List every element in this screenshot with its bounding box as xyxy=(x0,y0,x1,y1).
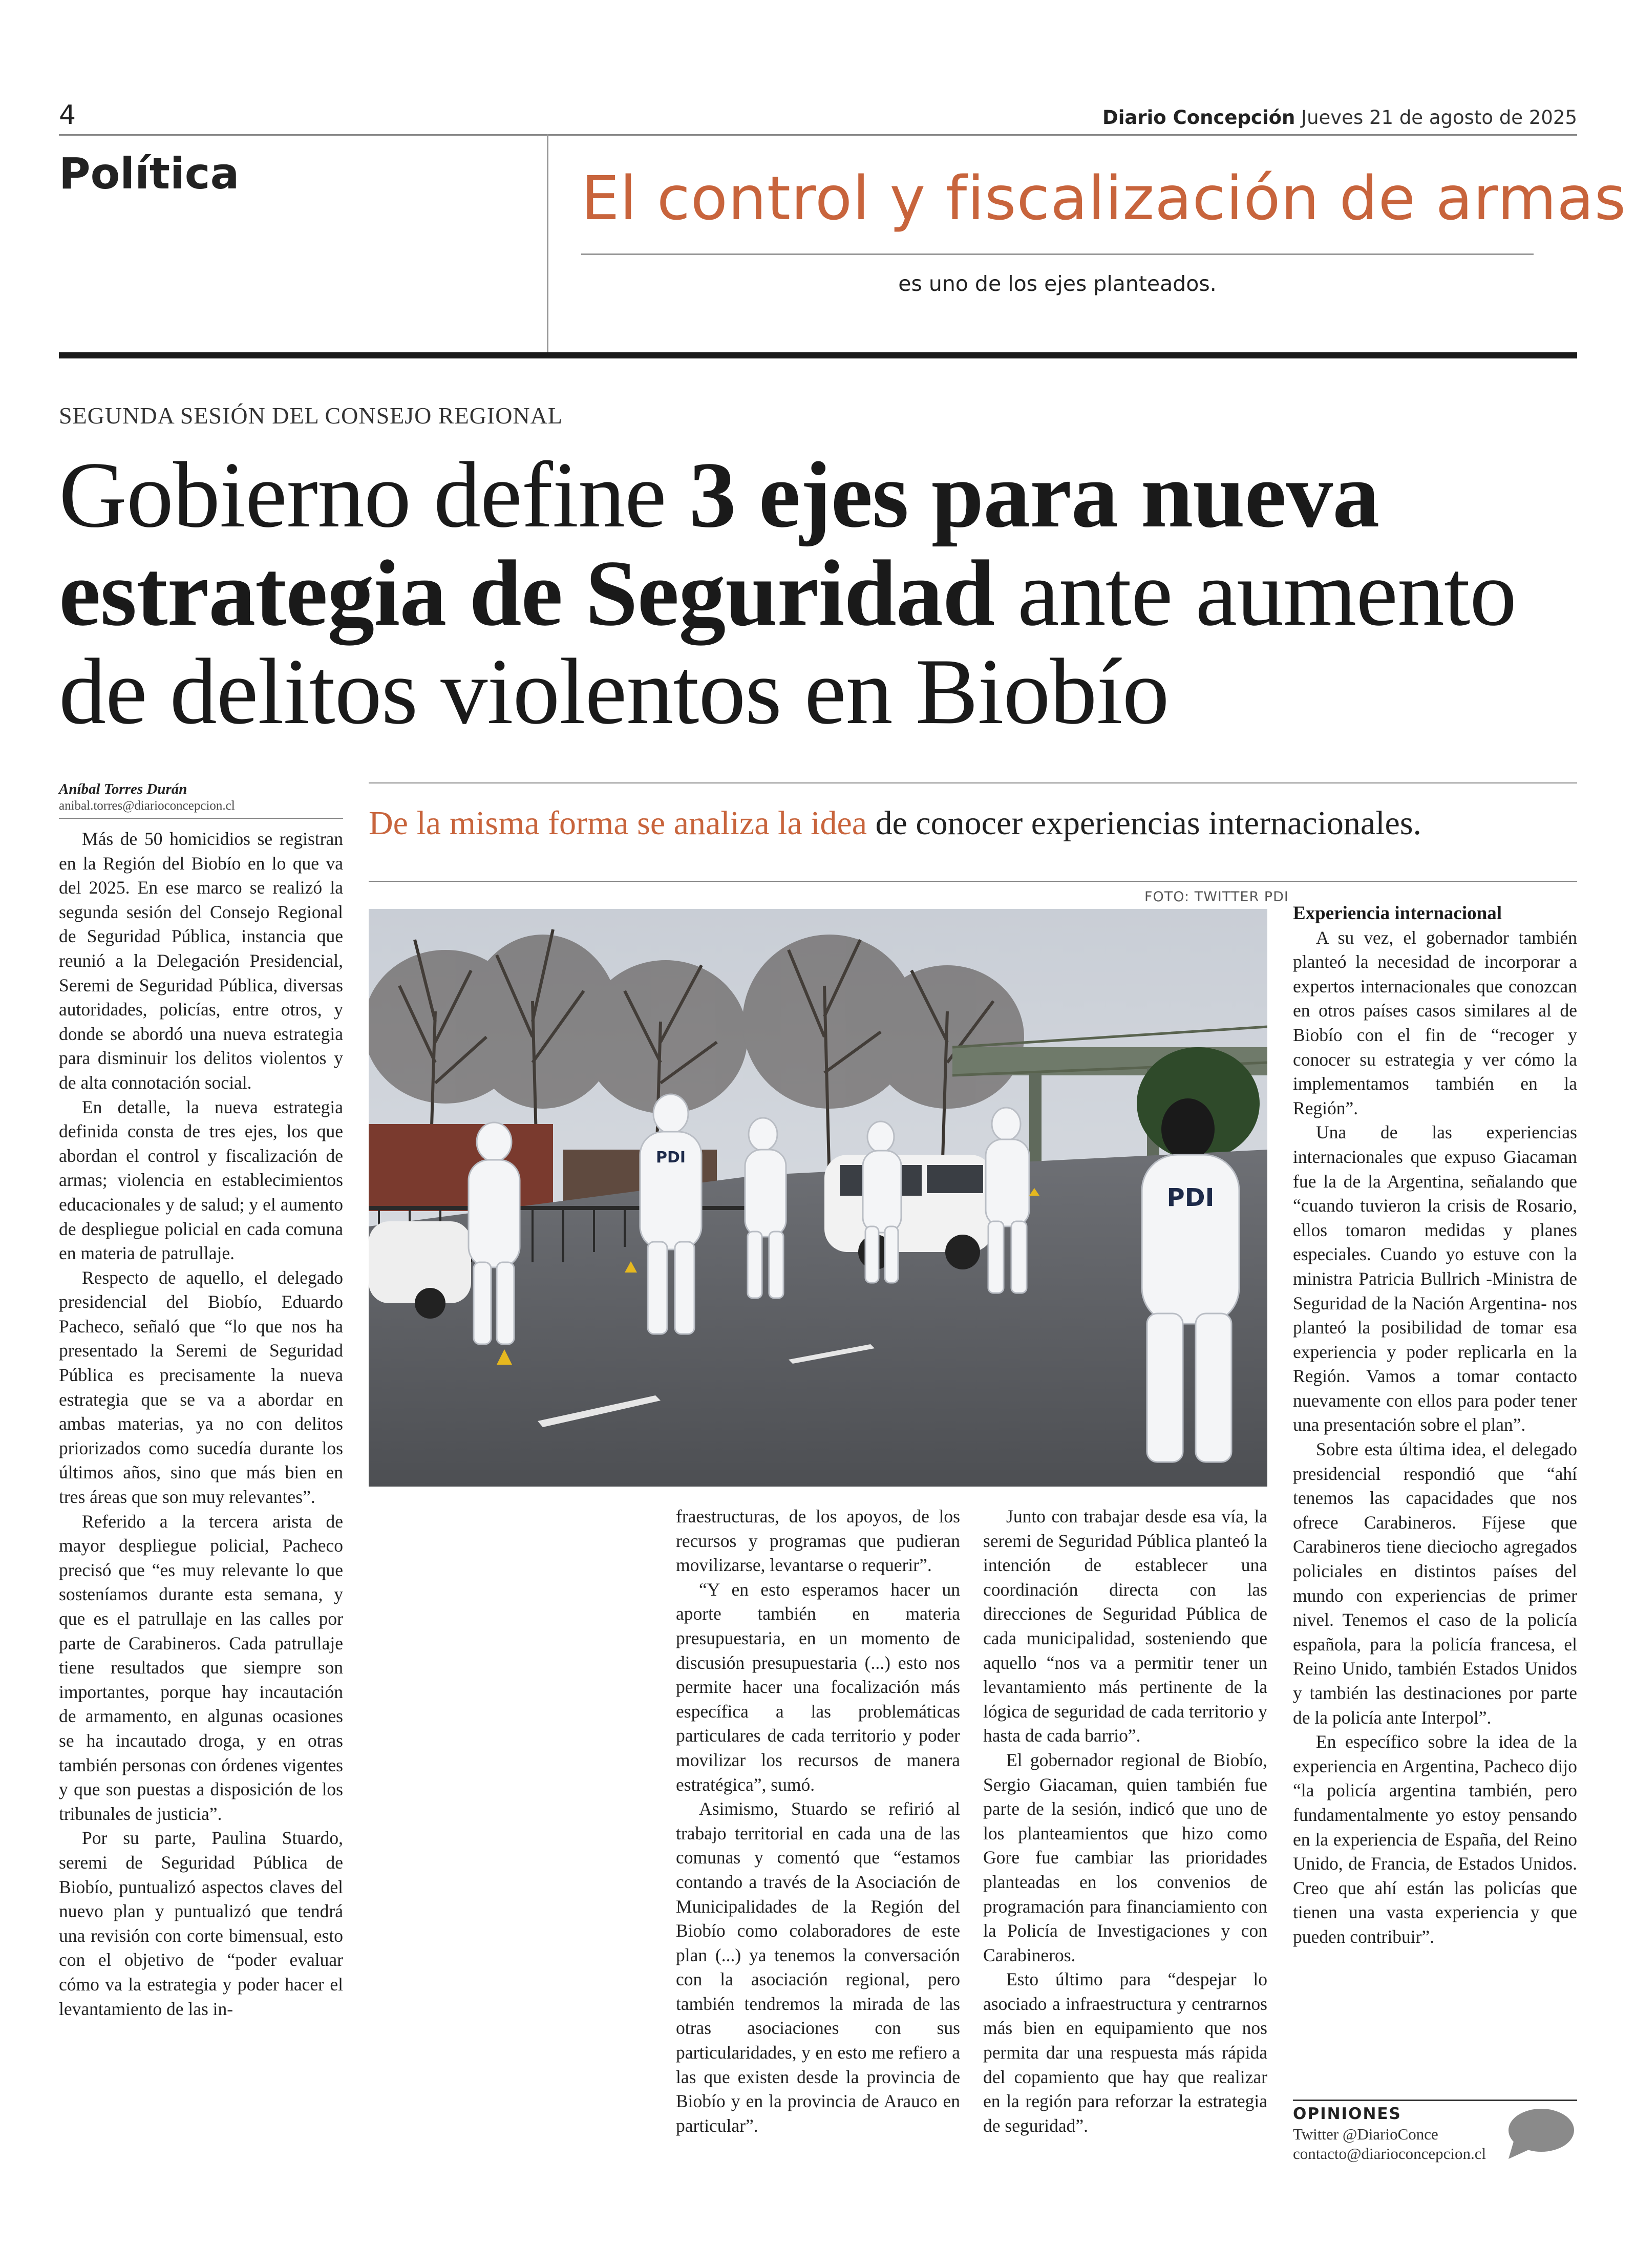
house xyxy=(369,1124,553,1211)
paragraph: Referido a la tercera arista de mayor despliegue policial, Pacheco precisó que “es muy relevante lo que sosteníamos durante esta semana, y que es el patrullaje en las calles por parte de Carabineros. Cada patrullaje tiene resultados que siempre son importantes, porque hay incautación de armamento, en algunas ocasiones se ha incautado droga, y en otras también personas con órdenes vigentes y que son puestas a disposición de los tribunales de justicia”. xyxy=(59,1511,343,1824)
body-column-3 xyxy=(983,1504,1267,2138)
paragraph: Por su parte, Paulina Stuardo, seremi de Seguridad Pública de Biobío, puntualizó aspectos claves del nuevo plan y puntualizó que tendrá una revisión con corte bimensual, esto con el objetivo de “poder evaluar cómo va la estrategia y poder hacer el levantamiento de las in- xyxy=(59,1828,343,2019)
news-photo xyxy=(369,909,1267,1487)
page-number: 4 xyxy=(59,100,76,131)
paragraph: Respecto de aquello, el delegado presidencial del Biobío, Eduardo Pacheco, señaló que “lo que nos ha presentado la Seremi de Seguridad Pública es precisamente la nueva estrategia que se va a abordar en ambas materias, ya no con delitos priorizados como sucedía durante los últimos años, sino que más bien en tres áreas que son muy relevantes”. xyxy=(59,1267,343,1508)
kicker-subtitle: es uno de los ejes planteados. xyxy=(898,271,1217,296)
body-column-2 xyxy=(676,1504,960,2138)
subheading xyxy=(369,804,1577,843)
paragraph: “Y en esto esperamos hacer un aporte también en materia presupuestaria, en un momento de discusión presupuestaria (...) esto nos permite hacer una focalización más específica a las problemáticas particulares de cada territorio y poder movilizar los recursos de manera estratégica”, sumó. xyxy=(676,1579,960,1795)
header-thick-rule xyxy=(59,352,1577,358)
body-column-4 xyxy=(1293,901,1577,1949)
parked-car xyxy=(369,1221,471,1303)
kicker-rule xyxy=(581,253,1534,255)
newspaper-name: Diario Concepción xyxy=(1102,107,1295,129)
paragraph: Sobre esta última idea, el delegado presidencial respondió que “ahí tenemos las capacidades que nos ofrece Carabineros. Fíjese que Carabineros tiene dieciocho agregados policiales en distintos países del mundo con experiencias de primer nivel. Tenemos el caso de la policía española, para la policía francesa, el Reino Unido, también Estados Unidos y también las destinaciones por parte de la policía ante Interpol”. xyxy=(1293,1439,1577,1728)
headline-bold: 3 ejes para nueva estrategia de Seguridad xyxy=(59,442,1379,645)
paragraph: El gobernador regional de Biobío, Sergio Giacaman, quien también fue parte de la sesión, indicó que uno de los planteamientos que hizo como Gore fue cambiar las prioridades planteadas en los convenios de programación para financiamiento con la Policía de Investigaciones y con Carabineros. xyxy=(983,1749,1267,1965)
subheading-accent: De la misma forma se analiza la idea xyxy=(369,804,867,842)
header-rule xyxy=(59,134,1577,136)
paragraph: A su vez, el gobernador también planteó la necesidad de incorporar a expertos internacionales que conozcan en otros países casos similares al de Biobío con el fin de “recoger y conocer su estrategia y ver cómo la implementamos también en la Región”. xyxy=(1293,927,1577,1118)
byline xyxy=(59,781,343,813)
body-column-1 xyxy=(59,827,343,2021)
opinions-email[interactable]: contacto@diarioconcepcion.cl xyxy=(1293,2145,1486,2163)
header-divider xyxy=(547,134,548,353)
paragraph: En específico sobre la idea de la experiencia en Argentina, Pacheco dijo “la policía argentina también, pero fundamentalmente yo estoy pensando en la experiencia de España, del Reino Unido, de Francia, de Estados Unidos. Creo que ahí están las policías que tienen una vasta experiencia y que pueden contribuir”. xyxy=(1293,1731,1577,1947)
paragraph: fraestructuras, de los apoyos, de los recursos y programas que pudieran movilizarse, levantarse o requerir”. xyxy=(676,1506,960,1576)
opinions-twitter[interactable]: Twitter @DiarioConce xyxy=(1293,2125,1438,2143)
paragraph: Junto con trabajar desde esa vía, la seremi de Seguridad Pública planteó la intención de establecer una coordinación directa con las direcciones de Seguridad Pública de cada municipalidad, sosteniendo que aquello “nos va a permitir tener un levantamiento más pertinente de la lógica de seguridad de cada territorio y hasta de cada barrio”. xyxy=(983,1506,1267,1746)
headline-part1: Gobierno define xyxy=(59,442,689,547)
vest-text: PDI xyxy=(1166,1183,1215,1212)
vest-text: PDI xyxy=(655,1149,686,1167)
paragraph: Más de 50 homicidios se registran en la Región del Biobío en lo que va del 2025. En ese marco se realizó la segunda sesión del Consejo Regional de Seguridad Pública, instancia que reunió a la Delegación Presidencial, Seremi de Seguridad Pública, diversas autoridades, policías, entre otros, y donde se abordó una nueva estrategia para disminuir los delitos violentos y de alta connotación social. xyxy=(59,829,343,1093)
kicker-title: El control y fiscalización de armas xyxy=(581,163,1627,234)
byline-rule xyxy=(59,818,343,819)
paragraph: Esto último para “despejar lo asociado a infraestructura y centrarnos más bien en equipamiento que nos permita dar una respuesta más rápida del copamiento que hay que realizar en la región para reforzar la estrategia de seguridad”. xyxy=(983,1969,1267,2136)
subhead-rule-bottom xyxy=(369,881,1577,882)
subhead-rule-top xyxy=(369,782,1577,783)
issue-date: Jueves 21 de agosto de 2025 xyxy=(1301,107,1577,129)
speech-bubble-icon xyxy=(1504,2106,1576,2162)
photo-credit: FOTO: TWITTER PDI xyxy=(1144,889,1289,905)
section-subheading: Experiencia internacional xyxy=(1293,903,1502,924)
masthead xyxy=(1102,107,1577,129)
paragraph: Asimismo, Stuardo se refirió al trabajo territorial en cada una de las comunas y comentó que “estamos contando a través de la Asociación de Municipalidades de la Región del Biobío como colaboradores de este plan (...) ya tenemos la conversación con la asociación regional, pero también tendremos la mirada de las otras asociaciones con sus particularidades, y en esto me refiero a las que existen desde la provincia de Biobío y en la provincia de Arauco en particular”. xyxy=(676,1798,960,2136)
headline xyxy=(59,442,1575,744)
paragraph: En detalle, la nueva estrategia definida consta de tres ejes, los que abordan el control y fiscalización de armas; violencia en establecimientos educacionales y de salud; y el aumento de despliegue policial en cada comuna en materia de patrullaje. xyxy=(59,1096,343,1264)
author-name: Aníbal Torres Durán xyxy=(59,781,187,797)
overline: SEGUNDA SESIÓN DEL CONSEJO REGIONAL xyxy=(59,402,563,429)
headline-part2: ante aumento de delitos violentos en Biobío xyxy=(59,541,1517,744)
author-email[interactable]: anibal.torres@diarioconcepcion.cl xyxy=(59,799,235,813)
opinions-title: OPINIONES xyxy=(1293,2105,1401,2123)
subheading-rest: de conocer experiencias internacionales. xyxy=(867,804,1422,842)
opinions-rule xyxy=(1293,2100,1577,2101)
section-title: Política xyxy=(59,149,240,199)
paragraph: Una de las experiencias internacionales que expuso Giacaman fue la de la Argentina, señalando que “cuando tuvieron la crisis de Rosario, ellos tomaron medidas y planes especiales. Cuando yo estuve con la ministra Patricia Bullrich -Ministra de Seguridad de la Nación Argentina- nos planteó la posibilidad de tomar esa experiencia y poder replicarla en la Región. Vamos a tomar contacto nuevamente con ellos para poder tener una presentación sobre el plan”. xyxy=(1293,1122,1577,1435)
